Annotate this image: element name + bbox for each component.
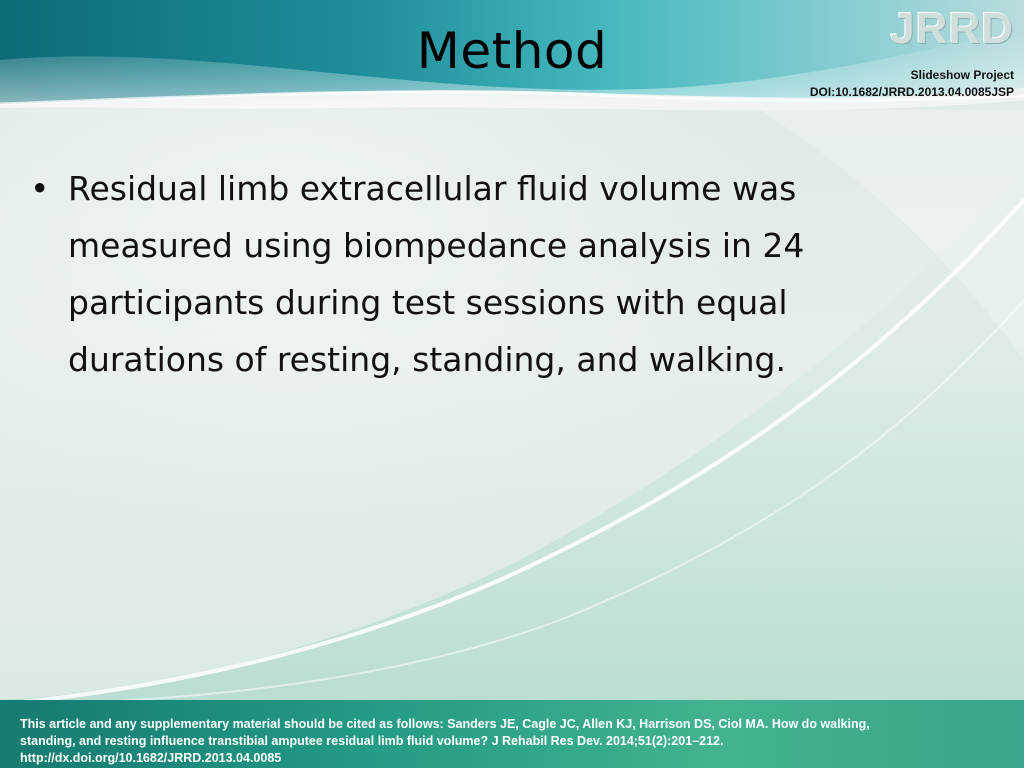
bullet-line: Residual limb extracellular fluid volume was [68, 169, 797, 208]
bullet-text [68, 160, 804, 388]
project-doi: DOI:10.1682/JRRD.2013.04.0085JSP [809, 85, 1014, 99]
jrrd-logo: JRRD [890, 4, 1014, 53]
bullet-item [30, 160, 910, 388]
citation-line: This article and any supplementary material should be cited as follows: Sanders JE, Cagle JC, Allen KJ, Harrison DS, Ciol MA. How do walking, [20, 717, 870, 731]
bullet-line: durations of resting, standing, and walking. [68, 340, 786, 379]
bullet-dot-icon: • [30, 169, 50, 208]
slide-title: Method [416, 22, 608, 80]
citation [20, 716, 1005, 767]
citation-link[interactable]: http://dx.doi.org/10.1682/JRRD.2013.04.0085 [20, 751, 282, 765]
slide-content [30, 160, 910, 388]
bullet-line: measured using biompedance analysis in 24 [68, 226, 805, 265]
project-label: Slideshow Project [910, 68, 1014, 82]
citation-line: standing, and resting influence transtibial amputee residual limb fluid volume? J Rehabil Res Dev. 2014;51(2):201–212. [20, 734, 724, 748]
bullet-line: participants during test sessions with equal [68, 283, 788, 322]
project-info [810, 67, 1014, 101]
